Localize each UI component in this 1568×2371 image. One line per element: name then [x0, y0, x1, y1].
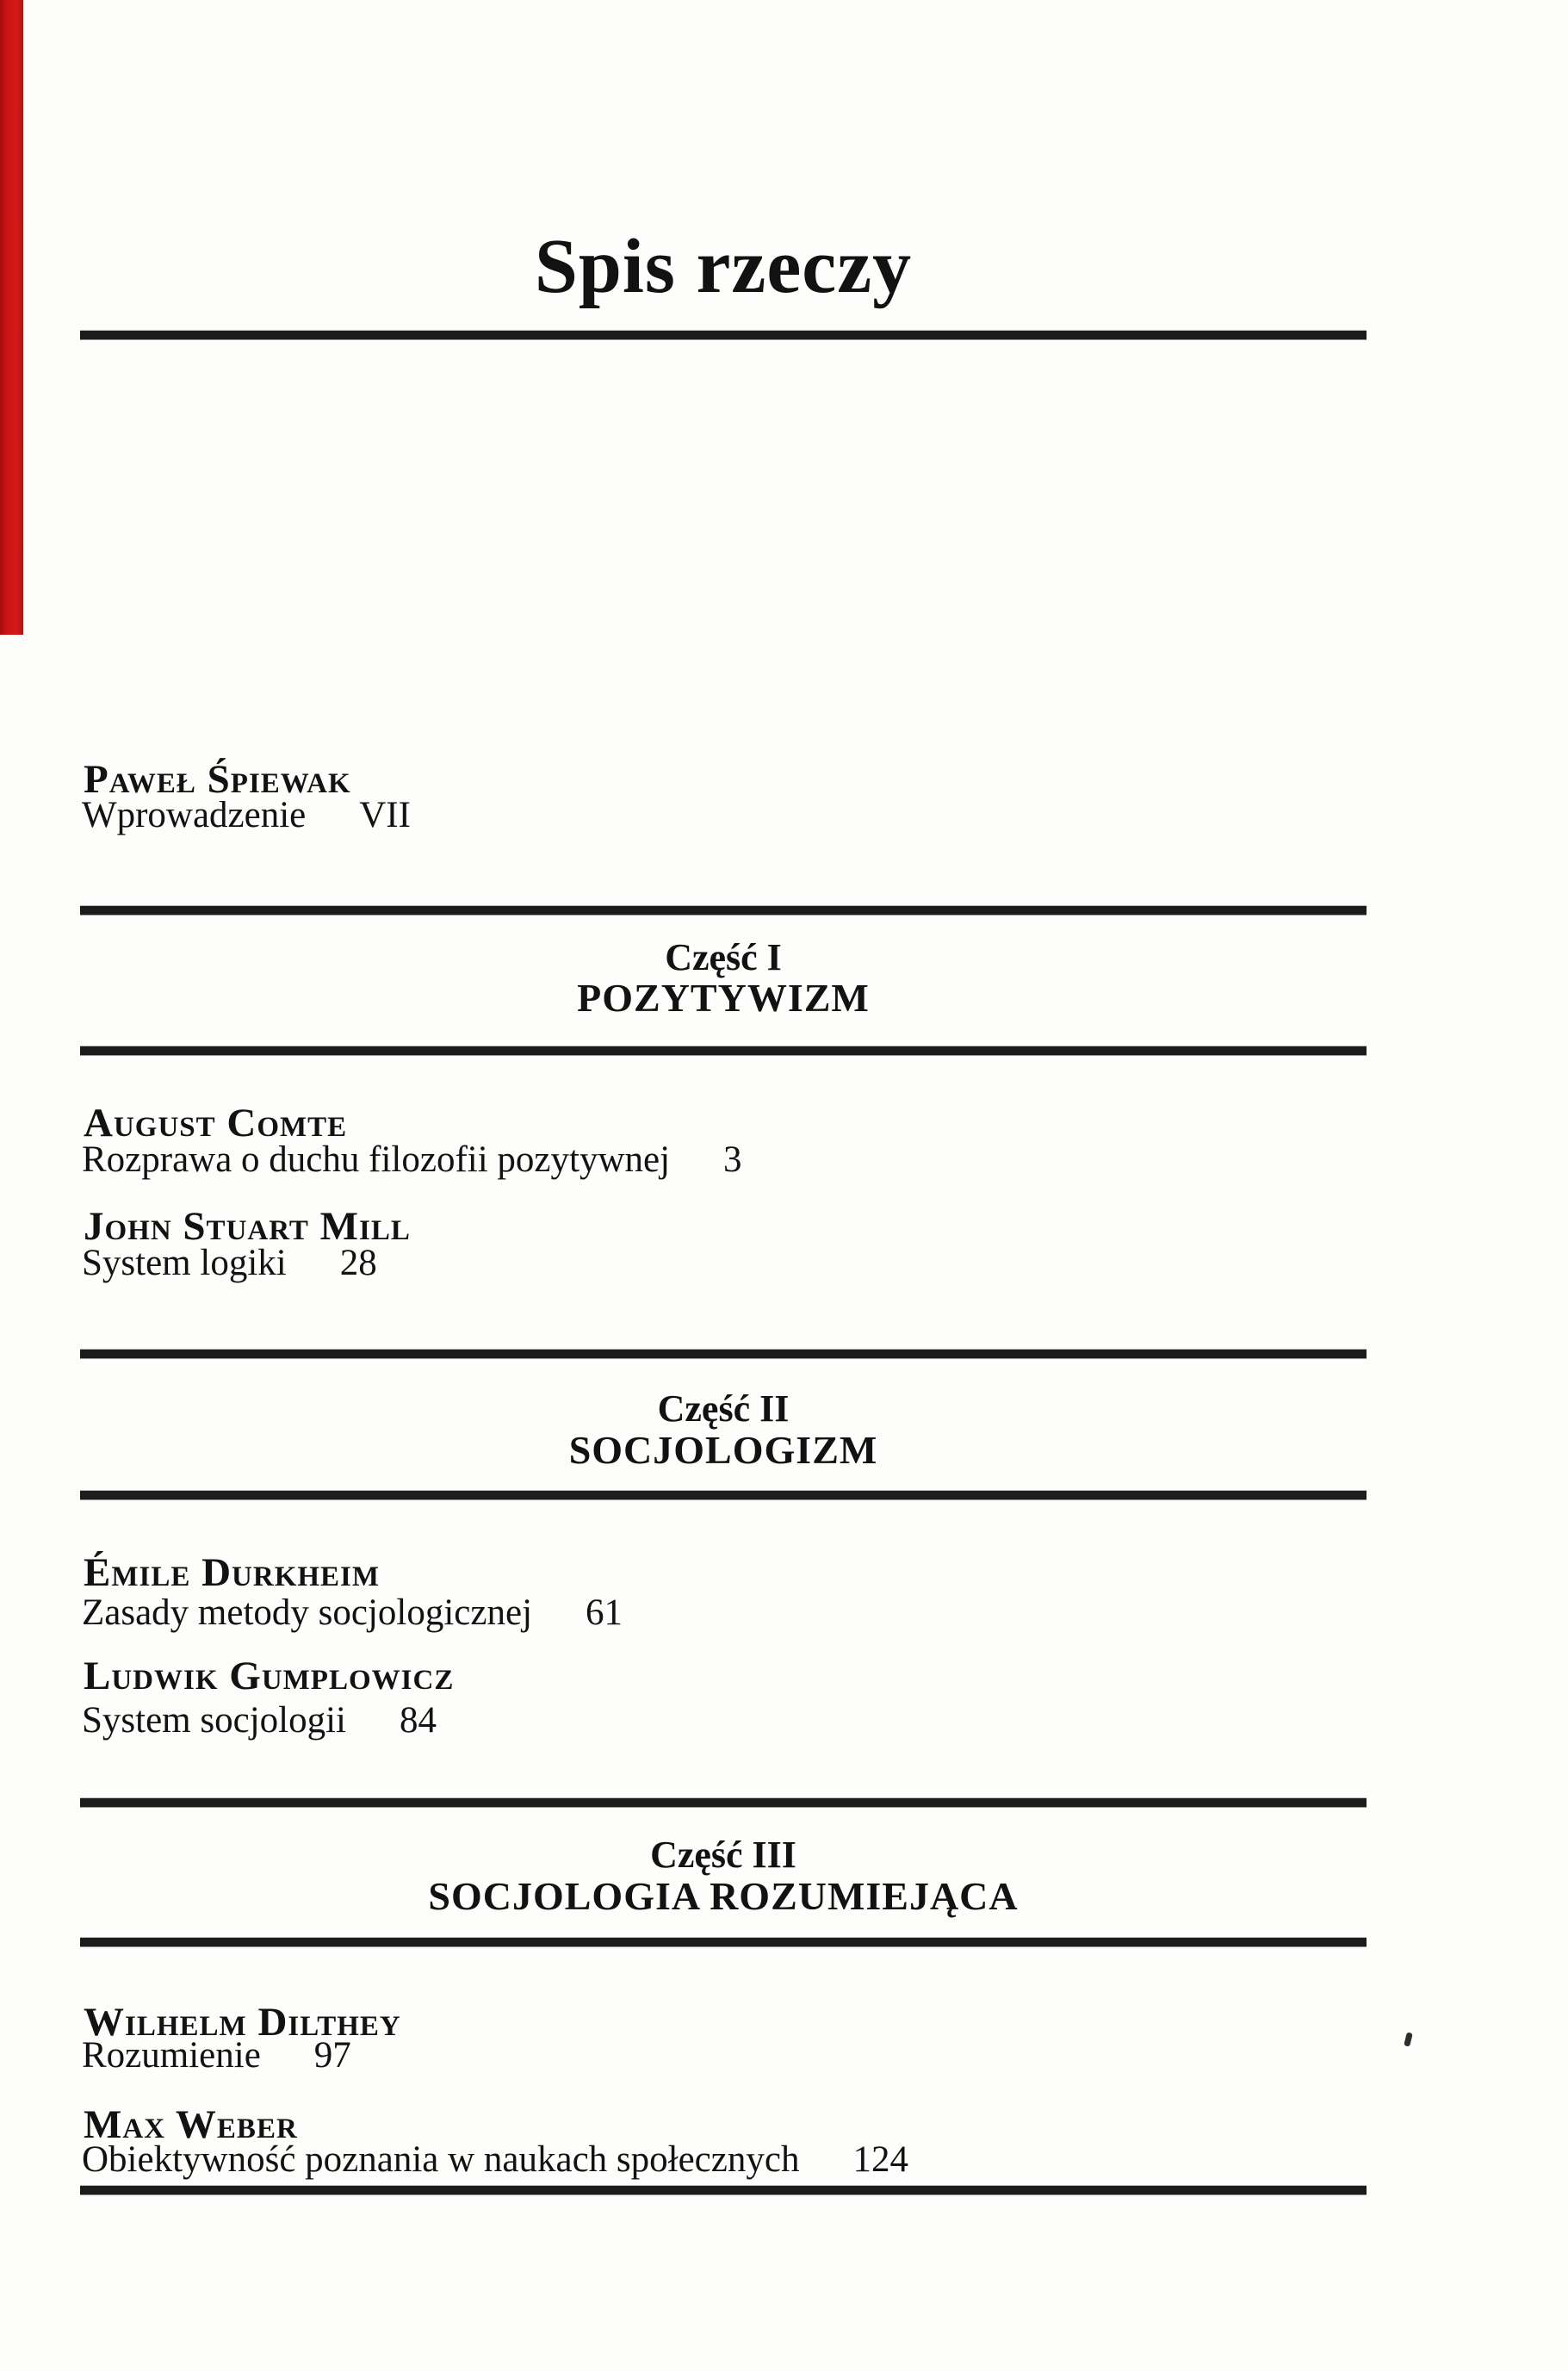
section-divider-rule: [80, 1491, 1367, 1499]
author-name: Paweł Śpiewak: [84, 757, 351, 802]
toc-entry: [82, 1242, 377, 1284]
page-title: Spis rzeczy: [534, 224, 913, 309]
page-number: 124: [852, 2139, 908, 2180]
entry-title: System socjologii: [82, 1700, 346, 1741]
toc-entry: [82, 794, 411, 836]
section-divider-rule: [80, 906, 1367, 915]
author-name: Wilhelm Dilthey: [84, 2000, 401, 2045]
part-title: SOCJOLOGIA ROZUMIEJĄCA: [428, 1874, 1019, 1918]
scan-edge-artifact: [0, 0, 23, 635]
toc-entry: [82, 1699, 437, 1741]
part-label: Część II: [657, 1387, 790, 1430]
ink-speck: [1404, 2032, 1413, 2046]
entry-title: Zasady metody socjologicznej: [82, 1592, 533, 1633]
section-divider-rule: [80, 1938, 1367, 1946]
part-label: Część III: [650, 1834, 796, 1876]
entry-title: Obiektywność poznania w naukach społecznych: [82, 2139, 800, 2180]
entry-title: Rozprawa o duchu filozofii pozytywnej: [82, 1139, 671, 1180]
entry-title: Wprowadzenie: [82, 795, 307, 835]
part-title: SOCJOLOGIZM: [568, 1428, 878, 1472]
title-divider-rule: [80, 331, 1367, 339]
author-name: Émile Durkheim: [84, 1550, 381, 1595]
page-number: VII: [359, 795, 411, 835]
author-name: Max Weber: [84, 2102, 298, 2147]
author-name: Ludwik Gumplowicz: [84, 1654, 455, 1698]
toc-entry: [82, 1139, 742, 1181]
part-label: Część I: [665, 936, 782, 978]
page-number: 3: [723, 1139, 742, 1180]
section-divider-rule: [80, 1350, 1367, 1358]
page-number: 84: [399, 1700, 437, 1741]
author-name: August Comte: [84, 1101, 348, 1145]
toc-entry: [82, 1592, 623, 1634]
toc-entry: [82, 2034, 351, 2076]
section-divider-rule: [80, 1046, 1367, 1055]
page-number: 97: [313, 2035, 351, 2076]
bottom-rule: [80, 2186, 1367, 2194]
part-title: POZYTYWIZM: [577, 976, 870, 1020]
entry-title: System logiki: [82, 1243, 287, 1283]
author-name: John Stuart Mill: [84, 1204, 411, 1249]
section-divider-rule: [80, 1798, 1367, 1807]
page-number: 28: [339, 1243, 377, 1283]
entry-title: Rozumienie: [82, 2035, 261, 2076]
toc-entry: [82, 2138, 908, 2181]
page-number: 61: [586, 1592, 623, 1633]
